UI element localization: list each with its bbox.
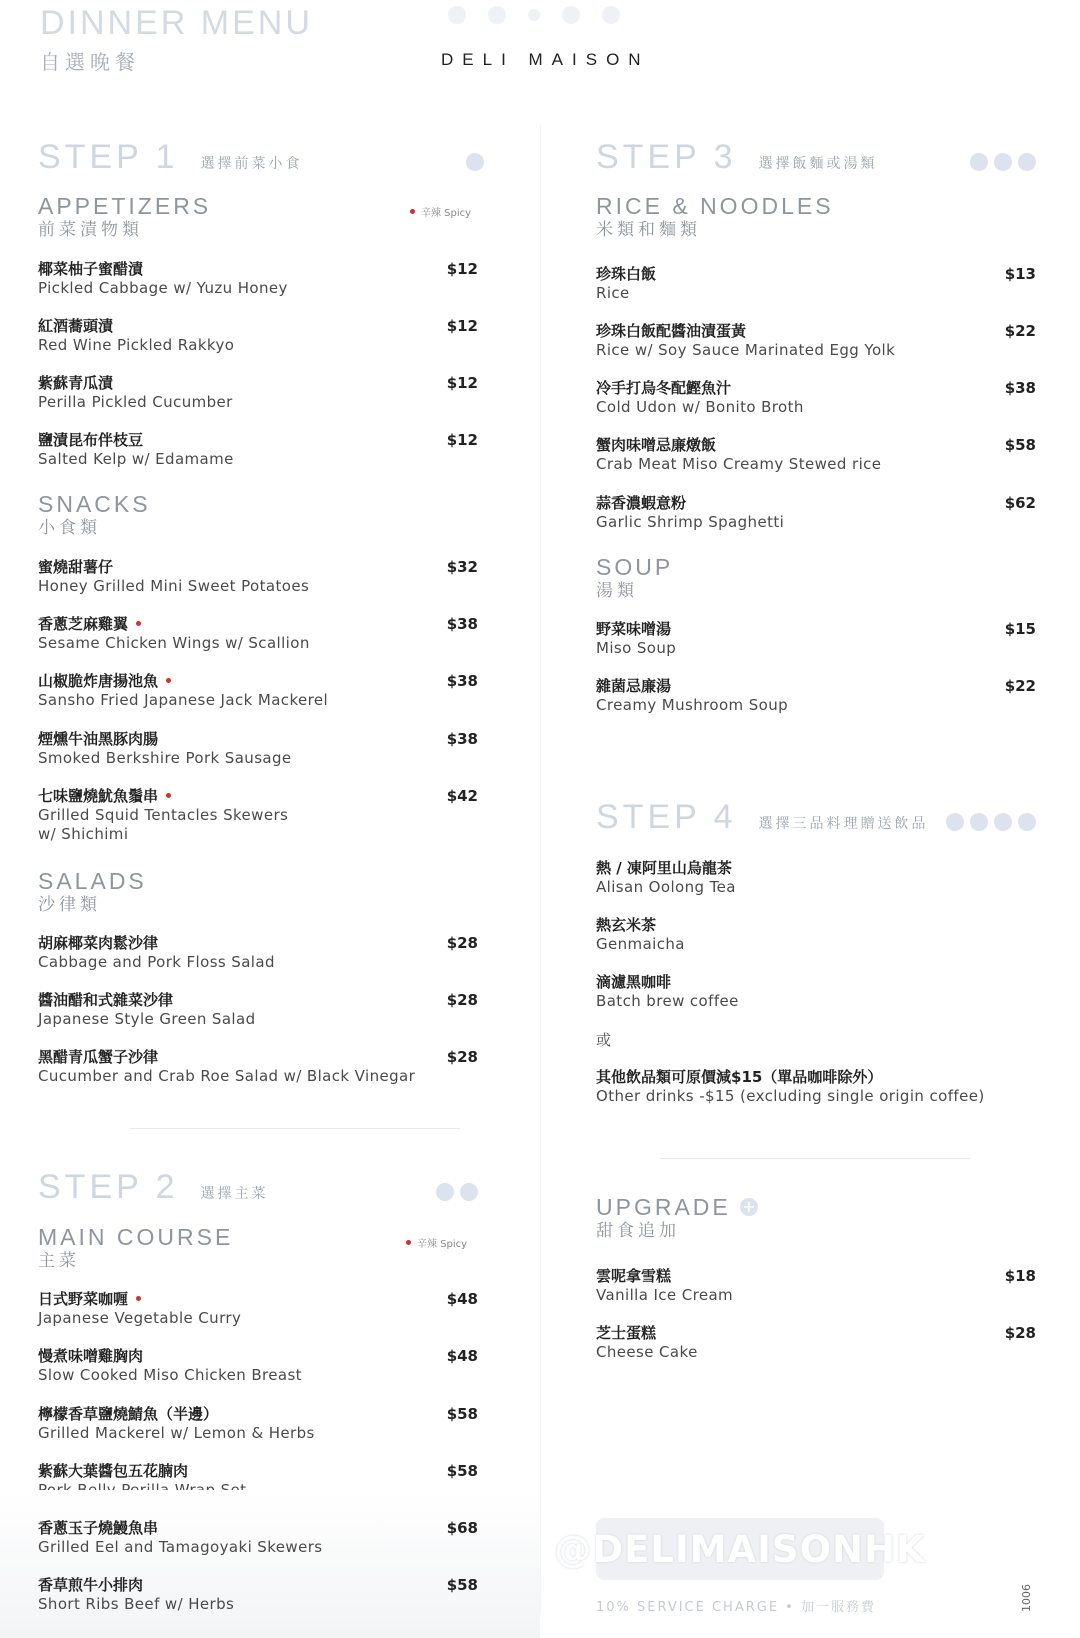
step-2-label: STEP 2	[38, 1168, 179, 1206]
snacks-title-en: SNACKS	[38, 491, 151, 517]
step-1-sub: 選擇前菜小食	[200, 156, 303, 172]
item-price: $58	[446, 1576, 478, 1594]
item-name-cn: 日式野菜咖喱	[38, 1290, 129, 1308]
rice-noodles-title-cn: 米類和麵類	[596, 220, 701, 240]
item-name-cn: 紅酒蕎頭漬	[38, 317, 114, 335]
item-name-en: Sansho Fried Japanese Jack Mackerel	[38, 691, 329, 709]
list-item	[38, 615, 310, 653]
list-item	[596, 322, 895, 360]
upgrade-heading	[596, 1194, 731, 1242]
item-price: $15	[1004, 620, 1036, 638]
item-name-en: Honey Grilled Mini Sweet Potatoes	[38, 577, 310, 595]
item-name-en: Japanese Style Green Salad	[38, 1010, 256, 1028]
soup-heading	[596, 554, 673, 602]
item-name-cn: 雜菌忌廉湯	[596, 677, 672, 695]
list-item	[38, 260, 288, 298]
step-4-dots	[946, 813, 1036, 831]
list-item	[38, 1048, 415, 1086]
divider	[130, 1128, 460, 1129]
list-item	[596, 677, 788, 715]
item-price: $12	[446, 317, 478, 335]
item-price: $58	[446, 1405, 478, 1423]
item-name-en: Genmaicha	[596, 935, 685, 953]
item-price: $38	[446, 730, 478, 748]
list-item	[596, 1267, 733, 1305]
rice-noodles-title-en: RICE & NOODLES	[596, 193, 834, 219]
step-1-dots	[466, 153, 484, 171]
list-item	[596, 379, 804, 417]
main-course-heading	[38, 1224, 233, 1272]
list-item	[596, 859, 736, 897]
list-item	[38, 934, 275, 972]
item-name-en: Cucumber and Crab Roe Salad w/ Black Vinegar	[38, 1067, 416, 1085]
item-name-en: Salted Kelp w/ Edamame	[38, 450, 234, 468]
item-name-en: Garlic Shrimp Spaghetti	[596, 513, 785, 531]
item-name-en: Red Wine Pickled Rakkyo	[38, 336, 235, 354]
item-price: $58	[446, 1462, 478, 1480]
item-name-cn: 珍珠白飯配醬油漬蛋黃	[596, 322, 747, 340]
item-name-en: Cabbage and Pork Floss Salad	[38, 953, 275, 971]
item-name-en: Grilled Squid Tentacles Skewers	[38, 806, 289, 824]
item-name-cn: 紫蘇大葉醬包五花腩肉	[38, 1462, 189, 1480]
instagram-watermark: @DELIMAISONHK	[596, 1518, 884, 1580]
plus-icon: +	[740, 1198, 758, 1216]
service-charge-note: 10% SERVICE CHARGE • 加一服務費	[596, 1600, 876, 1615]
item-name-en: Cheese Cake	[596, 1343, 698, 1361]
item-name-cn: 煙燻牛油黑豚肉腸	[38, 730, 159, 748]
item-price: $38	[446, 615, 478, 633]
item-name-en: Crab Meat Miso Creamy Stewed rice	[596, 455, 882, 473]
item-name-cn: 醬油醋和式雜菜沙律	[38, 991, 174, 1009]
item-name-en: Sesame Chicken Wings w/ Scallion	[38, 634, 310, 652]
main-course-title-en: MAIN COURSE	[38, 1224, 234, 1250]
rice-noodles-heading	[596, 193, 834, 241]
salads-heading	[38, 868, 147, 916]
appetizers-title-cn: 前菜漬物類	[38, 220, 143, 240]
appetizers-title-en: APPETIZERS	[38, 193, 212, 219]
list-item	[596, 916, 685, 954]
item-name-cn: 紫蘇青瓜漬	[38, 374, 114, 392]
column-divider	[540, 125, 541, 1615]
item-name-cn: 香蔥玉子燒鰻魚串	[38, 1519, 159, 1537]
item-name-cn: 香蔥芝麻雞翼	[38, 615, 129, 633]
item-name-cn: 野菜味噌湯	[596, 620, 672, 638]
spicy-icon	[136, 621, 141, 626]
list-item	[38, 991, 256, 1029]
step-2-dots	[436, 1183, 478, 1201]
item-price: $12	[446, 374, 478, 392]
item-name-en: Grilled Mackerel w/ Lemon & Herbs	[38, 1424, 315, 1442]
item-price: $28	[446, 934, 478, 952]
list-item	[38, 672, 328, 710]
divider	[660, 1158, 970, 1159]
spicy-legend-label: 辛辣 Spicy	[417, 1239, 468, 1250]
spicy-icon	[410, 209, 415, 214]
item-price: $28	[446, 1048, 478, 1066]
snacks-title-cn: 小食類	[38, 518, 101, 538]
step-3-label: STEP 3	[596, 138, 737, 176]
item-price: $48	[446, 1347, 478, 1365]
item-name-cn: 鹽漬昆布伴枝豆	[38, 431, 144, 449]
list-item	[596, 494, 784, 532]
item-price: $22	[1004, 677, 1036, 695]
item-price: $28	[1004, 1324, 1036, 1342]
step-3-dots	[970, 153, 1036, 171]
item-name-cn: 滴濾黑咖啡	[596, 973, 672, 991]
item-price: $18	[1004, 1267, 1036, 1285]
step-1-label: STEP 1	[38, 138, 179, 176]
list-item	[596, 265, 656, 303]
item-name-cn: 蜜燒甜薯仔	[38, 558, 114, 576]
item-name-cn: 熱 / 凍阿里山烏龍茶	[596, 859, 732, 877]
salads-title-en: SALADS	[38, 868, 147, 894]
item-name-cn: 香草煎牛小排肉	[38, 1576, 144, 1594]
item-price: $38	[1004, 379, 1036, 397]
step-2-heading	[38, 1168, 269, 1207]
step-4-sub: 選擇三品料理贈送飲品	[758, 816, 929, 832]
step-4-heading	[596, 798, 929, 837]
item-name-en: Slow Cooked Miso Chicken Breast	[38, 1366, 302, 1384]
item-name-cn: 黑醋青瓜蟹子沙律	[38, 1048, 159, 1066]
item-name-en: Cold Udon w/ Bonito Broth	[596, 398, 804, 416]
step-3-heading	[596, 138, 878, 177]
item-name-en: Vanilla Ice Cream	[596, 1286, 734, 1304]
spicy-icon	[406, 1240, 411, 1245]
list-item	[38, 558, 309, 596]
list-item	[38, 730, 292, 768]
list-item	[38, 374, 233, 412]
step-4-label: STEP 4	[596, 798, 737, 836]
item-name-cn: 山椒脆炸唐揚池魚	[38, 672, 159, 690]
item-name-en-line2: w/ Shichimi	[38, 825, 129, 843]
appetizers-heading	[38, 193, 211, 241]
list-item	[38, 1347, 302, 1385]
item-name-cn: 雲呢拿雪糕	[596, 1267, 672, 1285]
soup-title-cn: 湯類	[596, 581, 638, 601]
item-name-cn: 熱玄米茶	[596, 916, 657, 934]
list-item	[38, 1576, 234, 1614]
item-name-en: Grilled Eel and Tamagoyaki Skewers	[38, 1538, 323, 1556]
snacks-heading	[38, 491, 151, 539]
item-name-cn: 蒜香濃蝦意粉	[596, 494, 687, 512]
item-name-cn: 七味鹽燒魷魚鬚串	[38, 787, 159, 805]
list-item	[596, 1068, 985, 1106]
item-price: $13	[1004, 265, 1036, 283]
upgrade-title-cn: 甜食追加	[596, 1221, 680, 1241]
item-price: $28	[446, 991, 478, 1009]
item-name-en: Short Ribs Beef w/ Herbs	[38, 1595, 235, 1613]
item-name-cn: 慢煮味噌雞胸肉	[38, 1347, 144, 1365]
item-price: $32	[446, 558, 478, 576]
item-name-cn: 蟹肉味噌忌廉燉飯	[596, 436, 717, 454]
item-name-cn: 芝士蛋糕	[596, 1324, 657, 1342]
item-name-cn: 胡麻椰菜肉鬆沙律	[38, 934, 159, 952]
spicy-icon	[166, 678, 171, 683]
item-name-en: Rice w/ Soy Sauce Marinated Egg Yolk	[596, 341, 896, 359]
list-item	[596, 1324, 698, 1362]
page-number: 1006	[1020, 1584, 1033, 1612]
item-name-en: Batch brew coffee	[596, 992, 739, 1010]
list-item	[38, 1290, 241, 1328]
soup-title-en: SOUP	[596, 554, 674, 580]
upgrade-title-en: UPGRADE	[596, 1194, 731, 1220]
top-decor-dots	[448, 6, 620, 24]
item-name-cn: 冷手打烏冬配鰹魚汁	[596, 379, 732, 397]
spicy-icon	[136, 1296, 141, 1301]
brand-logo: DELI MAISON	[441, 50, 650, 69]
item-price: $62	[1004, 494, 1036, 512]
item-price: $12	[446, 431, 478, 449]
item-price: $58	[1004, 436, 1036, 454]
list-item	[596, 973, 739, 1011]
item-name-en: Rice	[596, 284, 630, 302]
salads-title-cn: 沙律類	[38, 895, 101, 915]
list-item	[38, 317, 234, 355]
list-item	[596, 620, 676, 658]
list-item	[38, 431, 234, 469]
item-name-en: Miso Soup	[596, 639, 677, 657]
list-item	[38, 1519, 323, 1557]
item-name-cn: 檸檬香草鹽燒鯖魚（半邊）	[38, 1405, 219, 1423]
item-price: $48	[446, 1290, 478, 1308]
item-name-en: Creamy Mushroom Soup	[596, 696, 789, 714]
spicy-legend	[410, 204, 471, 219]
item-price: $38	[446, 672, 478, 690]
list-item	[38, 1405, 315, 1443]
main-course-title-cn: 主菜	[38, 1251, 80, 1271]
item-price: $22	[1004, 322, 1036, 340]
item-price: $68	[446, 1519, 478, 1537]
other-drinks-en: Other drinks -$15 (excluding single origin coffee)	[596, 1087, 985, 1105]
item-name-en: Alisan Oolong Tea	[596, 878, 736, 896]
spicy-legend-label: 辛辣 Spicy	[421, 208, 472, 219]
item-name-en: Japanese Vegetable Curry	[38, 1309, 242, 1327]
other-drinks-cn: 其他飲品類可原價減$15（單品咖啡除外）	[596, 1068, 883, 1086]
step-1-heading	[38, 138, 303, 177]
menu-title: DINNER MENU	[40, 4, 313, 42]
spicy-icon	[166, 793, 171, 798]
spicy-legend	[406, 1235, 467, 1250]
list-item	[596, 436, 881, 474]
item-name-en: Smoked Berkshire Pork Sausage	[38, 749, 292, 767]
list-item	[38, 787, 288, 844]
item-name-cn: 珍珠白飯	[596, 265, 657, 283]
step-3-sub: 選擇飯麵或湯類	[758, 156, 878, 172]
item-name-en: Pickled Cabbage w/ Yuzu Honey	[38, 279, 288, 297]
bottom-shade	[0, 1490, 540, 1638]
item-price: $12	[446, 260, 478, 278]
item-price: $42	[446, 787, 478, 805]
step-2-sub: 選擇主菜	[200, 1186, 269, 1202]
item-name-cn: 椰菜柚子蜜醋漬	[38, 260, 144, 278]
or-label: 或	[596, 1031, 612, 1049]
item-name-en: Perilla Pickled Cucumber	[38, 393, 233, 411]
menu-title-cn: 自選晚餐	[40, 50, 140, 74]
